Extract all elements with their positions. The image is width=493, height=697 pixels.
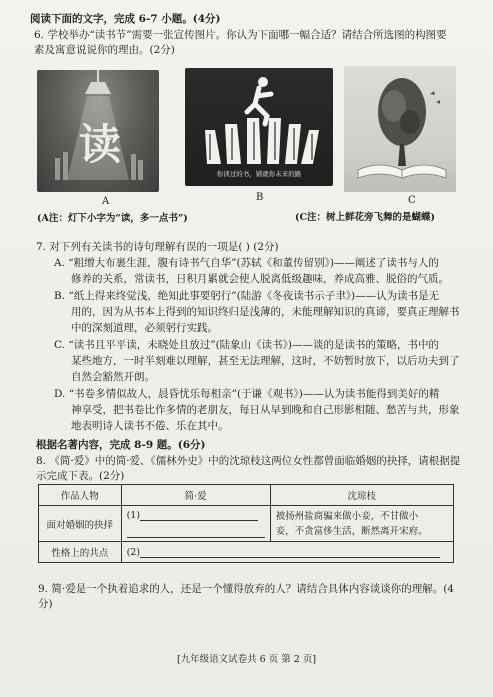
book-tree-illustration	[344, 66, 456, 192]
q7-option-d-line2: 神享受，把书卷比作多情的老朋友，每日从早到晚和自己形影相随、愁苦与共，形象	[71, 404, 460, 416]
q9-line2: 分)	[38, 598, 53, 610]
image-a-caption: (A注：灯下小字为“读，多一点书”)	[37, 213, 188, 224]
row1-answer-line1: 被扬州盐商骗来做小妾，不甘做小	[275, 510, 419, 522]
comparison-table	[38, 484, 454, 563]
q7-stem: 7. 对下列有关读书的诗句理解有误的一项是( ) (2分)	[36, 241, 279, 253]
table-row2-label: 性格上的共点	[39, 542, 122, 563]
table-header-jane-eyre: 简·爱	[121, 485, 270, 506]
table-row1-jane-cell[interactable]	[121, 506, 270, 542]
q7-option-d-line1: D. “书卷多情似故人，晨昏忧乐每相亲”(于谦《观书》)——认为读书能得到美好的精	[54, 388, 440, 400]
table-row1-shen-cell	[270, 506, 453, 542]
blank-1-marker: (1)	[126, 509, 141, 521]
image-c-letter: C	[408, 195, 416, 206]
q7-option-b-line3: 中的深刻道理，必须躬行实践。	[71, 322, 218, 334]
table-row2-answer-cell[interactable]	[121, 542, 453, 563]
blank-2-line[interactable]	[140, 548, 440, 558]
q9-line1: 9. 简·爱是一个执着追求的人，还是一个懂得放弃的人？请结合具体内容谈谈你的理解。(4	[38, 583, 454, 595]
image-a-letter: A	[102, 196, 110, 207]
table-header-character: 作品人物	[39, 485, 122, 506]
q8-line1: 8. 《简·爱》中的简·爱、《儒林外史》中的沈琼枝这两位女性都曾面临婚姻的抉择，请根据提	[36, 455, 461, 467]
read-character: 读	[79, 120, 122, 169]
q8-line2: 示完成下表。(2分)	[36, 470, 125, 482]
q7-option-c-line3: 自然会豁然开朗。	[71, 371, 155, 383]
page-footer: [九年级语文试卷共 6 页 第 2 页]	[176, 654, 317, 665]
image-b-letter: B	[256, 192, 264, 203]
row1-answer-line2: 妾，不贪富侈生活，断然离开宋府。	[275, 525, 428, 537]
q7-option-a-line2: 修养的关系，常读书，日积月累就会使人脱离低级趣味，养成高雅、脱俗的气质。	[71, 273, 449, 285]
blank-2-marker: (2)	[126, 546, 141, 558]
q7-option-c-line1: C. “读书且平平读，未晓处且放过”(陆象山《读书》)——谈的是读书的策略，书中的	[54, 339, 440, 351]
q7-option-a-line1: A. “粗缯大布裹生涯，腹有诗书气自华”(苏轼《和董传留别》)——阐述了读书与人的	[54, 257, 439, 269]
q7-option-d-line3: 地表明诗人读书不倦、乐在其中。	[71, 420, 229, 432]
q7-option-b-line1: B. “纸上得来终觉浅，绝知此事要躬行”(陆游《冬夜读书示子聿》)——认为读书是无	[54, 290, 440, 302]
q6-line1: 6. 学校举办“读书节”需要一张宣传图片。你认为下面哪一幅合适？请结合所选图的构图要	[34, 29, 447, 41]
blank-1-line-2[interactable]	[127, 528, 265, 538]
image-c[interactable]	[344, 66, 456, 192]
q7-option-b-line2: 用的，因为从书本上得到的知识终归是浅薄的，未能理解知识的真谛，要真正理解书	[71, 306, 460, 318]
blank-1-line[interactable]	[140, 511, 258, 521]
image-a[interactable]	[37, 70, 159, 192]
table-header-shen-qiongzhi: 沈琼枝	[270, 485, 453, 506]
image-c-caption: (C注：树上鲜花旁飞舞的是蝴蝶)	[295, 212, 436, 223]
q6-line2: 素及寓意说说你的理由。(2分)	[34, 44, 175, 56]
table-row1-label: 面对婚姻的抉择	[39, 506, 122, 542]
q7-option-c-line2: 某些地方，一时半刻难以理解，甚至无法理解，这时，不妨暂时放下，以后功夫到了	[71, 355, 460, 367]
section1-instruction: 阅读下面的文字，完成 6-7 小题。(4分)	[30, 13, 221, 25]
image-b[interactable]	[185, 68, 333, 186]
image-b-slogan: 你读过的书，铺就你未来的路	[216, 170, 302, 178]
section2-instruction: 根据名著内容，完成 8-9 题。(6分)	[36, 439, 206, 451]
